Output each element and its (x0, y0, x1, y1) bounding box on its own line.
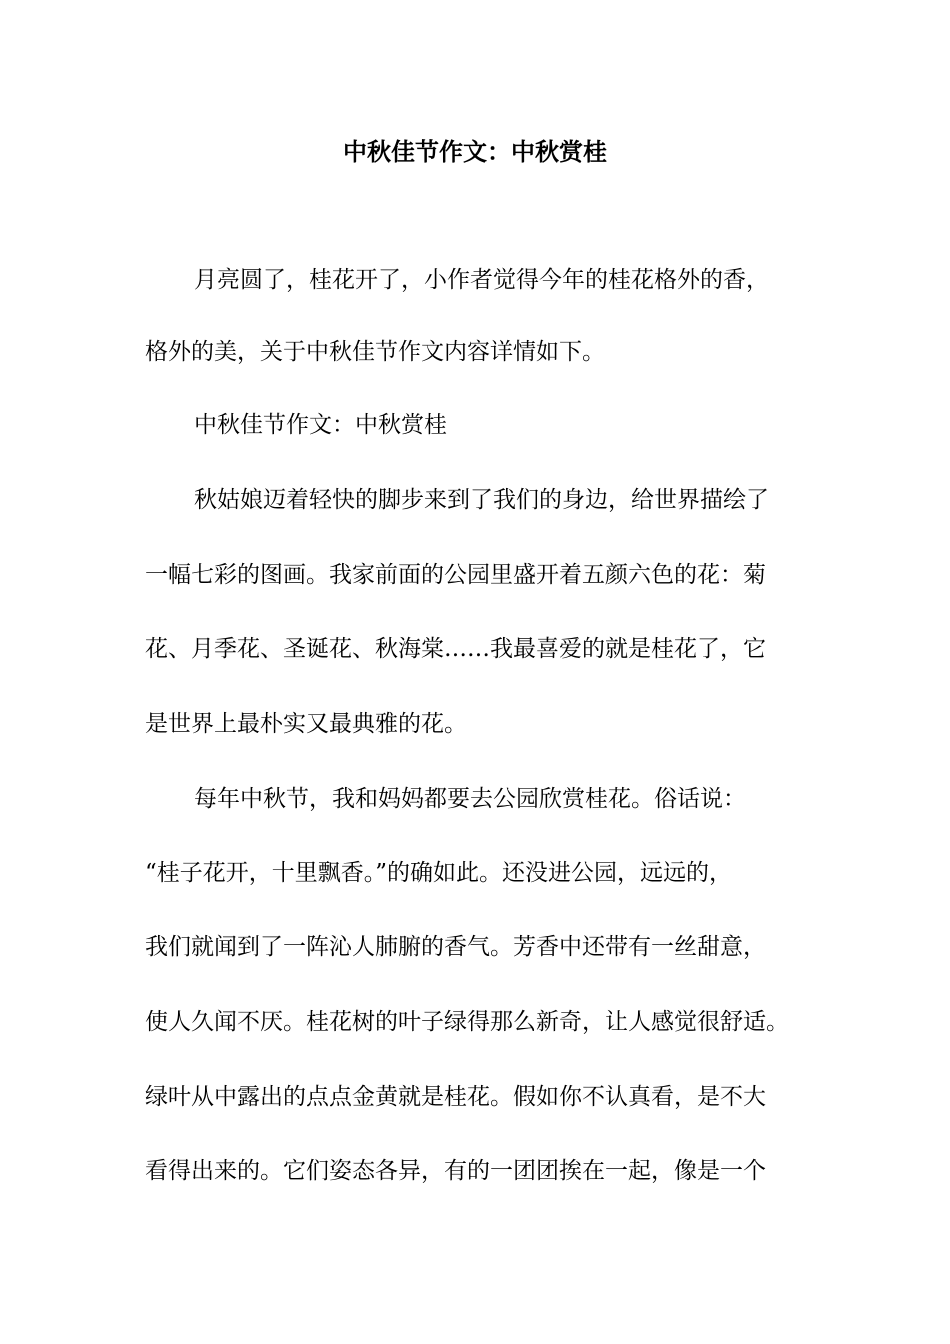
document-title: 中秋佳节作文：中秋赏桂 (343, 137, 607, 166)
paragraph-line: 我们就闻到了一阵沁人肺腑的香气。芳香中还带有一丝甜意， (145, 934, 766, 960)
paragraph-line: 绿叶从中露出的点点金黄就是桂花。假如你不认真看，是不大 (145, 1084, 766, 1110)
paragraph-line: 格外的美，关于中秋佳节作文内容详情如下。 (145, 339, 605, 365)
paragraph-line: 是世界上最朴实又最典雅的花。 (145, 711, 467, 737)
paragraph-line: 中秋佳节作文：中秋赏桂 (194, 412, 447, 438)
paragraph-line: “桂子花开，十里飘香。”的确如此。还没进公园，远远的， (145, 860, 733, 886)
paragraph-line: 花、月季花、圣诞花、秋海棠……我最喜爱的就是桂花了，它 (145, 636, 766, 662)
paragraph-line: 月亮圆了，桂花开了，小作者觉得今年的桂花格外的香， (194, 267, 769, 293)
paragraph-line: 一幅七彩的图画。我家前面的公园里盛开着五颜六色的花：菊 (145, 562, 766, 588)
paragraph-line: 使人久闻不厌。桂花树的叶子绿得那么新奇，让人感觉很舒适。 (145, 1009, 789, 1035)
paragraph-line: 秋姑娘迈着轻快的脚步来到了我们的身边，给世界描绘了 (194, 487, 769, 513)
paragraph-line: 看得出来的。它们姿态各异，有的一团团挨在一起，像是一个 (145, 1158, 766, 1184)
paragraph-line: 每年中秋节，我和妈妈都要去公园欣赏桂花。俗话说： (194, 786, 746, 812)
